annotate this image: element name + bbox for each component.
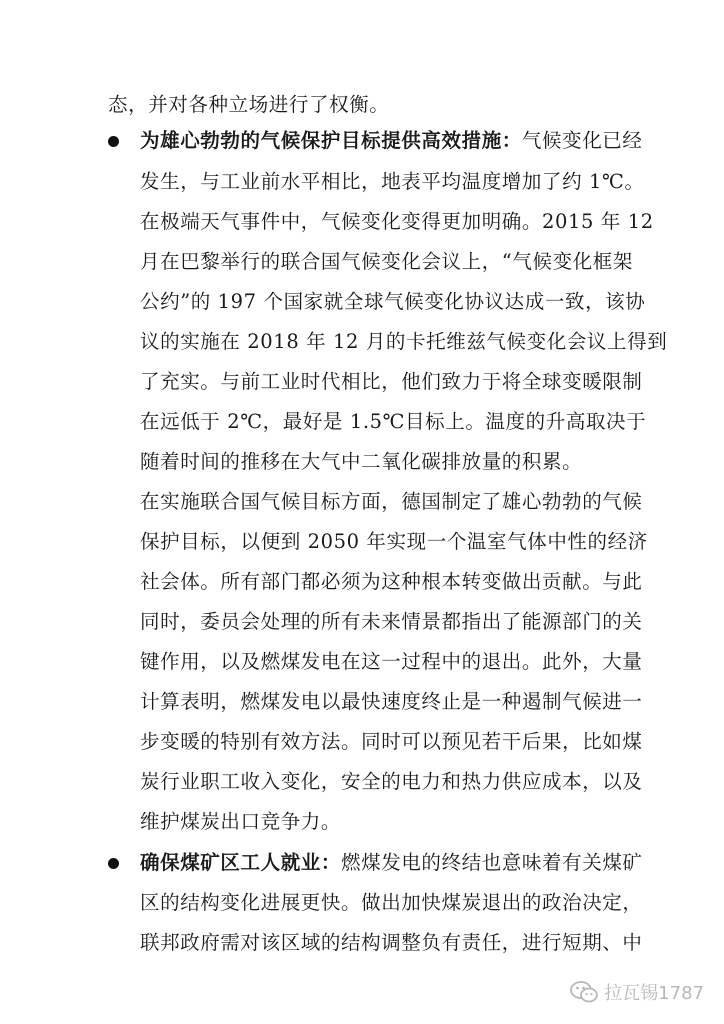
bullet2-heading: 确保煤矿区工人就业： xyxy=(140,851,342,874)
bullet1-lead: 气候变化已经 xyxy=(521,129,643,152)
bullet-dot xyxy=(108,136,119,147)
watermark-text: 拉瓦锡1787 xyxy=(604,983,704,1004)
bullet1-para2-line: 炭行业职工收入变化，安全的电力和热力供应成本，以及 xyxy=(140,770,643,793)
bullet1-line: 发生，与工业前水平相比，地表平均温度增加了约 1℃。 xyxy=(140,170,645,193)
bullet1-line: 了充实。与前工业时代相比，他们致力于将全球变暖限制 xyxy=(140,370,643,393)
bullet1-para2-line: 步变暖的特别有效方法。同时可以预见若干后果，比如煤 xyxy=(140,730,643,753)
bullet1-line: 在极端天气事件中，气候变化变得更加明确。2015 年 12 xyxy=(140,210,654,233)
bullet1-line: 月在巴黎举行的联合国气候变化会议上，“气候变化框架 xyxy=(140,250,633,273)
bullet1-para2-line: 键作用，以及燃煤发电在这一过程中的退出。此外，大量 xyxy=(140,650,643,673)
bullet1-line: 议的实施在 2018 年 12 月的卡托维兹气候变化会议上得到 xyxy=(140,330,668,353)
bullet1-para2-line: 社会体。所有部门都必须为这种根本转变做出贡献。与此 xyxy=(140,570,643,593)
bullet1-line: 随着时间的推移在大气中二氧化碳排放量的积累。 xyxy=(140,450,583,473)
bullet2-line: 区的结构变化进展更快。做出加快煤炭退出的政治决定， xyxy=(140,891,643,914)
wechat-icon xyxy=(569,980,599,1004)
bullet1-para2-line: 计算表明，燃煤发电以最快速度终止是一种遏制气候进一 xyxy=(140,690,643,713)
bullet2-line: 联邦政府需对该区域的结构调整负有责任，进行短期、中 xyxy=(140,931,643,954)
bullet1-para2-line: 维护煤炭出口竞争力。 xyxy=(140,810,342,833)
bullet1-para2-line: 同时，委员会处理的所有未来情景都指出了能源部门的关 xyxy=(140,610,643,633)
bullet1-para2-line: 保护目标，以便到 2050 年实现一个温室气体中性的经济 xyxy=(140,530,648,553)
bullet1-para2-line: 在实施联合国气候目标方面，德国制定了雄心勃勃的气候 xyxy=(140,490,643,513)
bullet1-line: 公约”的 197 个国家就全球气候变化协议达成一致，该协 xyxy=(140,290,646,313)
watermark xyxy=(569,979,704,1005)
bullet2-first-line xyxy=(140,846,643,880)
bullet2-lead: 燃煤发电的终结也意味着有关煤矿 xyxy=(341,851,643,874)
bullet-dot xyxy=(108,858,119,869)
intro-line: 态，并对各种立场进行了权衡。 xyxy=(108,93,390,116)
bullet1-first-line xyxy=(140,124,643,158)
bullet1-heading: 为雄心勃勃的气候保护目标提供高效措施： xyxy=(140,129,522,152)
bullet1-line: 在远低于 2℃，最好是 1.5℃目标上。温度的升高取决于 xyxy=(140,410,647,433)
